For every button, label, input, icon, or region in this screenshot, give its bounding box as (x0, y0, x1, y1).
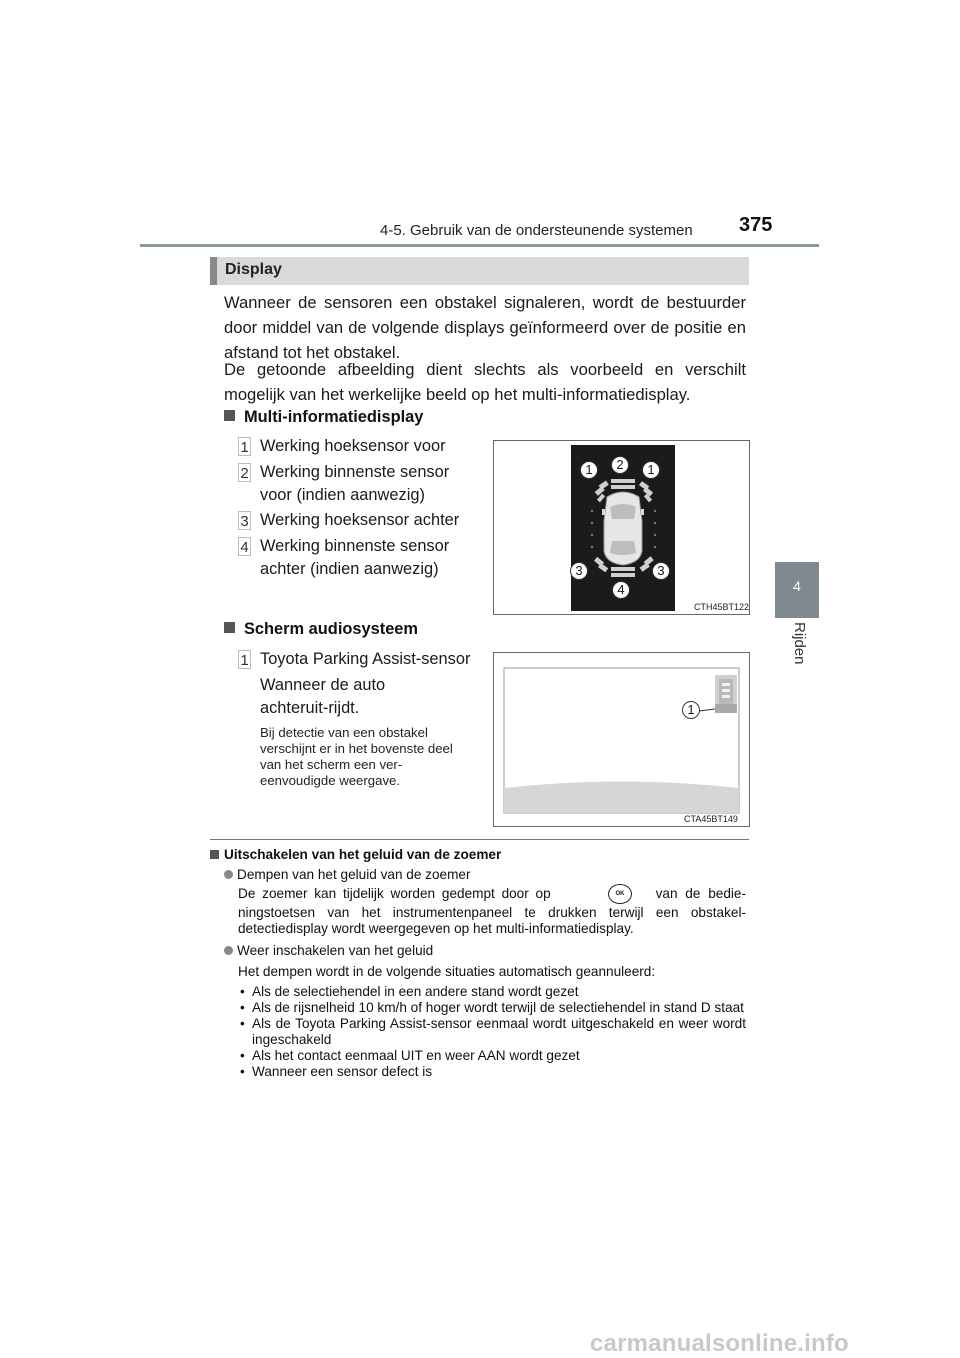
round-bullet-icon (224, 946, 233, 955)
mute-text-b: van de bedie- (655, 886, 746, 901)
subheading-audio (224, 620, 418, 639)
bullet-mute (224, 867, 471, 882)
list-item: • Als de selectiehendel in een andere stand wordt gezet (238, 984, 746, 1000)
running-header-section: 4-5. Gebruik van de ondersteunende systemen (380, 222, 693, 239)
item-number: 3 (238, 511, 251, 530)
chapter-tab-label: Rijden (791, 622, 808, 665)
mute-text-c: ningstoetsen van het instrumentenpaneel te drukken terwijl een obstakel-detectiedisplay wordt weergegeven op het multi-informatiedisplay. (238, 905, 746, 936)
item-text: Toyota Parking Assist-sensor (260, 650, 471, 668)
item-text: Werking binnenste sensor voor (indien aanwezig) (260, 463, 450, 504)
chapter-tab-label-wrap (776, 622, 816, 682)
subheading-audio-text: Scherm audiosysteem (244, 620, 418, 638)
item-number: 1 (238, 437, 251, 456)
item-number: 1 (238, 650, 251, 669)
figure-audio-screen (493, 652, 750, 827)
figure-multi-info-display (493, 440, 750, 615)
square-bullet-icon (210, 850, 219, 859)
callout-3-rear-right: 3 (652, 562, 670, 580)
callout-1-front-right: 1 (642, 461, 660, 479)
item-text: Werking hoeksensor voor (260, 437, 446, 455)
item-number: 2 (238, 463, 251, 482)
intro-paragraph-1: Wanneer de sensoren een obstakel signaleren, wordt de bestuurder door middel van de volgende displays geïnformeerd over de positie en afstand tot het obstakel. (224, 293, 746, 362)
page-number: 375 (739, 214, 773, 236)
section-divider (210, 839, 749, 840)
audio-note: Bij detectie van een obstakel verschijnt er in het bovenste deel van het scherm een ver-eenvoudigde weergave. (260, 725, 453, 788)
callout-1-front-left: 1 (580, 461, 598, 479)
item-text: Werking binnenste sensor achter (indien aanwezig) (260, 537, 450, 578)
cancel-conditions-list (238, 984, 746, 1080)
square-bullet-icon (224, 410, 235, 421)
buzzer-heading (210, 847, 501, 862)
figure-code: CTH45BT122 (694, 602, 750, 612)
chapter-tab-number: 4 (793, 578, 801, 594)
item-text: Werking hoeksensor achter (260, 511, 460, 529)
callout-2-front-center: 2 (611, 456, 629, 474)
audio-screen-illustration (494, 653, 749, 826)
section-title-accent (210, 257, 217, 285)
intro-paragraph-2: De getoonde afbeelding dient slechts als voorbeeld en verschilt mogelijk van het werkelijke beeld op het multi-informatiedisplay. (224, 360, 746, 404)
watermark: carmanualsonline.info (590, 1330, 849, 1357)
section-title-bar (210, 257, 749, 285)
audio-condition: Wanneer de auto achteruit-rijdt. (260, 676, 386, 717)
mute-text-a: De zoemer kan tijdelijk worden gedempt door op (238, 886, 551, 901)
round-bullet-icon (224, 870, 233, 879)
callout-3-rear-left: 3 (570, 562, 588, 580)
section-title: Display (225, 261, 282, 278)
figure-code: CTA45BT149 (684, 814, 738, 824)
list-item: • Wanneer een sensor defect is (238, 1064, 746, 1080)
list-item: • Als de Toyota Parking Assist-sensor eenmaal wordt uitgeschakeld en weer wordt ingeschakeld (238, 1016, 746, 1048)
callout-4-rear-center: 4 (612, 581, 630, 599)
item-number: 4 (238, 537, 251, 556)
buzzer-heading-text: Uitschakelen van het geluid van de zoemer (224, 847, 502, 862)
reenable-text: Het dempen wordt in de volgende situaties automatisch geannuleerd: (238, 964, 656, 979)
subheading-multi-info (224, 408, 423, 427)
callout-1-sensor: 1 (682, 701, 700, 719)
bullet-reenable (224, 943, 433, 958)
ok-button-icon: OK (608, 884, 632, 904)
subheading-multi-info-text: Multi-informatiedisplay (244, 408, 424, 426)
bullet-reenable-title: Weer inschakelen van het geluid (237, 943, 434, 958)
list-item: • Als de rijsnelheid 10 km/h of hoger wordt terwijl de selectiehendel in stand D staat (238, 1000, 746, 1016)
bullet-mute-title: Dempen van het geluid van de zoemer (237, 867, 471, 882)
list-item: • Als het contact eenmaal UIT en weer AAN wordt gezet (238, 1048, 746, 1064)
square-bullet-icon (224, 622, 235, 633)
header-rule (140, 244, 819, 247)
